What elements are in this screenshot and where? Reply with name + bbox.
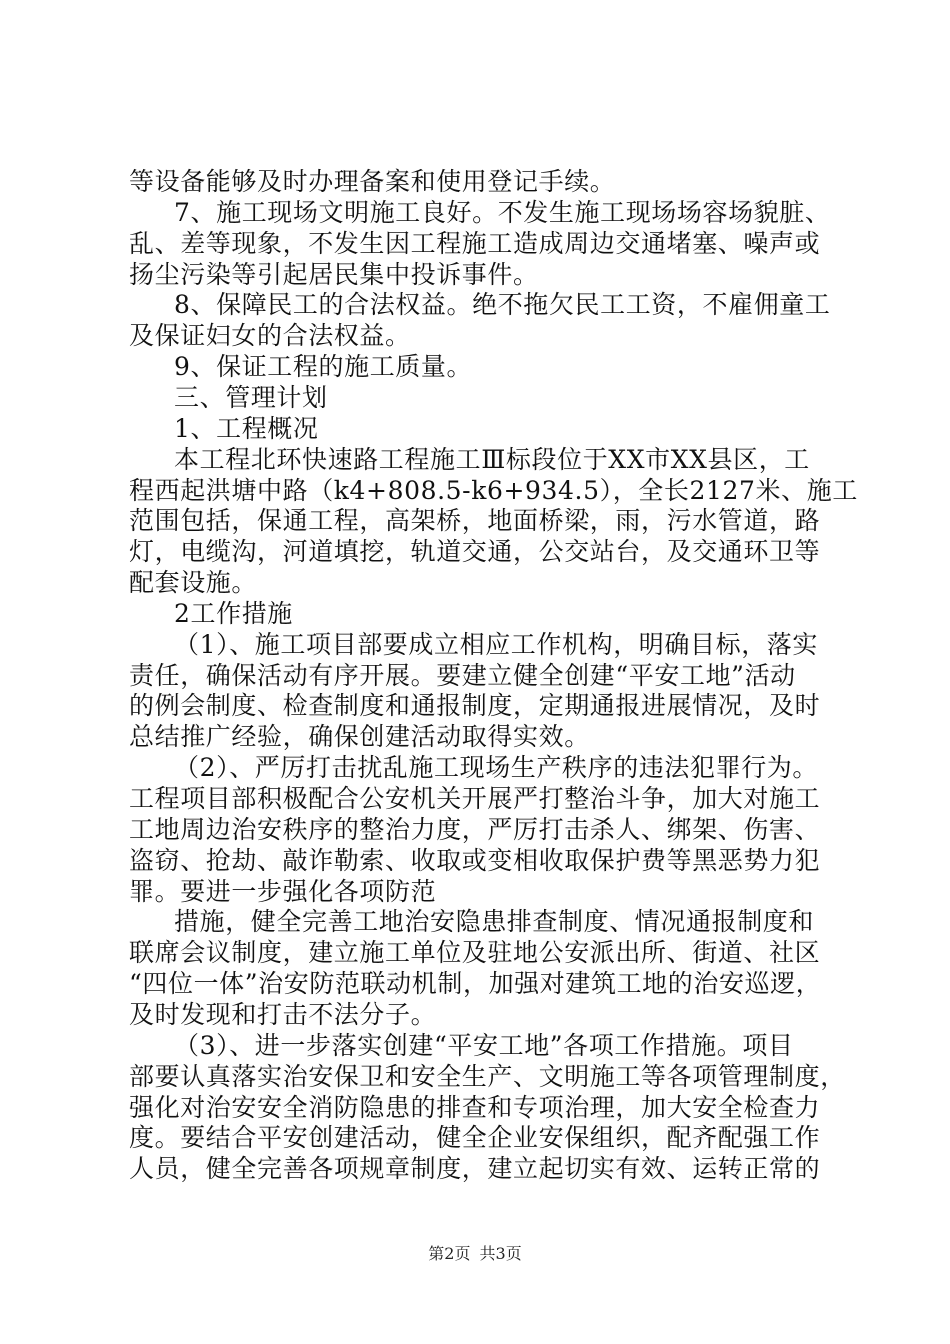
body-line: 的例会制度、检查制度和通报制度，定期通报进展情况，及时 [129,691,821,720]
page-footer [0,1243,950,1265]
body-line: 7、施工现场文明施工良好。不发生施工现场场容场貌脏、 [174,198,831,227]
body-line: 范围包括，保通工程，高架桥，地面桥梁，雨，污水管道，路 [129,506,821,535]
body-line: 配套设施。 [129,568,258,597]
body-line: 度。要结合平安创建活动，健全企业安保组织，配齐配强工作 [129,1123,821,1152]
body-line: 责任，确保活动有序开展。要建立健全创建“平安工地”活动 [129,661,796,690]
body-line: 工地周边治安秩序的整治力度，严厉打击杀人、绑架、伤害、 [129,815,821,844]
body-line: 罪。要进一步强化各项防范 [129,877,437,906]
subsection-heading: 1、工程概况 [174,414,319,443]
page-number: 第2页 [428,1244,471,1263]
body-line: 工程项目部积极配合公安机关开展严打整治斗争，加大对施工 [129,784,821,813]
body-line: 盗窃、抢劫、敲诈勒索、收取或变相收取保护费等黑恶势力犯 [129,846,821,875]
body-line: 乱、差等现象，不发生因工程施工造成周边交通堵塞、噪声或 [129,229,821,258]
body-line: 扬尘污染等引起居民集中投诉事件。 [129,260,539,289]
body-line: （1）、施工项目部要成立相应工作机构，明确目标，落实 [174,630,819,659]
body-line: 本工程北环快速路工程施工Ⅲ标段位于XX市XX县区，工 [174,445,810,474]
body-line: 等设备能够及时办理备案和使用登记手续。 [129,167,616,196]
body-line: 人员，健全完善各项规章制度，建立起切实有效、运转正常的 [129,1154,821,1183]
body-line: （2）、严厉打击扰乱施工现场生产秩序的违法犯罪行为。 [174,753,819,782]
body-line: 总结推广经验，确保创建活动取得实效。 [129,722,590,751]
body-line: 程西起洪塘中路（k4+808.5-k6+934.5），全长2127米、施工 [129,476,858,505]
section-heading: 三、管理计划 [174,383,328,412]
body-line: “四位一体”治安防范联动机制，加强对建筑工地的治安巡逻， [129,969,822,998]
body-line: 及保证妇女的合法权益。 [129,321,411,350]
body-line: 部要认真落实治安保卫和安全生产、文明施工等各项管理制度， [129,1062,846,1091]
body-line: 灯，电缆沟，河道填挖，轨道交通，公交站台，及交通环卫等 [129,537,821,566]
subsection-heading: 2工作措施 [174,599,293,628]
body-line: （3）、进一步落实创建“平安工地”各项工作措施。项目 [174,1031,794,1060]
body-line: 措施，健全完善工地治安隐患排查制度、情况通报制度和 [174,907,815,936]
body-line: 强化对治安安全消防隐患的排查和专项治理，加大安全检查力 [129,1093,821,1122]
body-line: 联席会议制度，建立施工单位及驻地公安派出所、街道、社区 [129,938,821,967]
body-line: 8、保障民工的合法权益。绝不拖欠民工工资，不雇佣童工 [174,290,831,319]
page-total: 共3页 [479,1244,522,1263]
body-line: 9、保证工程的施工质量。 [174,352,473,381]
body-line: 及时发现和打击不法分子。 [129,1000,437,1029]
